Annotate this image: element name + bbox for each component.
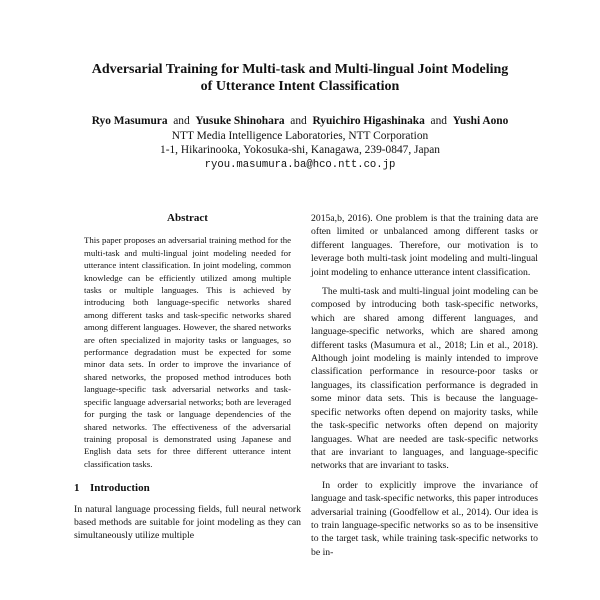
author-block (40, 114, 560, 172)
author-email: ryou.masumura.ba@hco.ntt.co.jp (204, 158, 396, 171)
intro-paragraph-1-continued: 2015a,b, 2016). One problem is that the training data are often limited or unbalanced among different tasks or different languages. Therefore, our motivation is to leverage both multi-task joint modeling and multi-lingual joint modeling to enhance utterance intent classification. (311, 213, 538, 278)
abstract-text: This paper proposes an adversarial training method for the multi-task and multi-lingual joint modeling needed for utterance intent classification. In joint modeling, common knowledge can be efficiently utilized among multiple tasks or multiple languages. This is achieved by introducing both language-specific networks shared among different tasks and task-specific networks shared among different languages. However, the shared networks are often specialized in majority tasks or languages, so performance degradation must be expected for some minor data sets. In order to improve the invariance of shared networks, the proposed method introduces both language-specific task adversarial networks and task-specific language adversarial networks; both are leveraged for purging the task or language dependencies of the shared networks. The effectiveness of the adversarial training proposal is demonstrated using Japanese and English data sets for three different utterance intent classification tasks. (84, 235, 291, 469)
intro-paragraph-1: In natural language processing fields, full neural network based methods are suitable for joint modeling as they can simultaneously utilize multiple (74, 503, 301, 542)
author-conjunction-3: and (430, 115, 447, 127)
author-conjunction-1: and (173, 115, 190, 127)
right-column (311, 212, 538, 559)
left-column (74, 212, 301, 543)
intro-paragraph-2: The multi-task and multi-lingual joint modeling can be composed by introducing both task-specific networks, which are shared among different languages, and language-specific networks, which are shared among different tasks (Masumura et al., 2018; Lin et al., 2018). Although joint modeling is mainly intended to improve classification performance in resource-poor tasks or languages, its classification performance is degraded in some minor data sets. This is because the language-specific networks often depend on majority tasks, while the task-specific networks often depend on majority languages. What are needed are task-specific networks that are invariant to languages, and language-specific networks that are invariant to tasks. (311, 286, 538, 472)
author-2: Yusuke Shinohara (195, 115, 285, 127)
author-4: Yushi Aono (452, 115, 509, 127)
affiliation: NTT Media Intelligence Laboratories, NTT Corporation (171, 129, 429, 142)
author-3: Ryuichiro Higashinaka (312, 115, 425, 127)
title-line-1: Adversarial Training for Multi-task and Multi-lingual Joint Modeling (91, 62, 509, 77)
section-title: Introduction (90, 482, 150, 495)
author-conjunction-2: and (290, 115, 307, 127)
title-line-2: of Utterance Intent Classification (200, 78, 400, 94)
section-number: 1 (74, 482, 80, 495)
paper-title (40, 62, 560, 95)
abstract-heading: Abstract (167, 212, 208, 224)
author-names (40, 114, 560, 129)
author-1: Ryo Masumura (91, 115, 168, 127)
address: 1-1, Hikarinooka, Yokosuka-shi, Kanagawa, 239-0847, Japan (160, 144, 440, 156)
section-heading-introduction (74, 482, 301, 495)
intro-paragraph-3: In order to explicitly improve the invariance of language and task-specific networks, this paper introduces adversarial training (Goodfellow et al., 2014). Our idea is to train language-specific networks so as to be insensitive to the target task, while training task-specific networks to be in- (311, 479, 538, 558)
